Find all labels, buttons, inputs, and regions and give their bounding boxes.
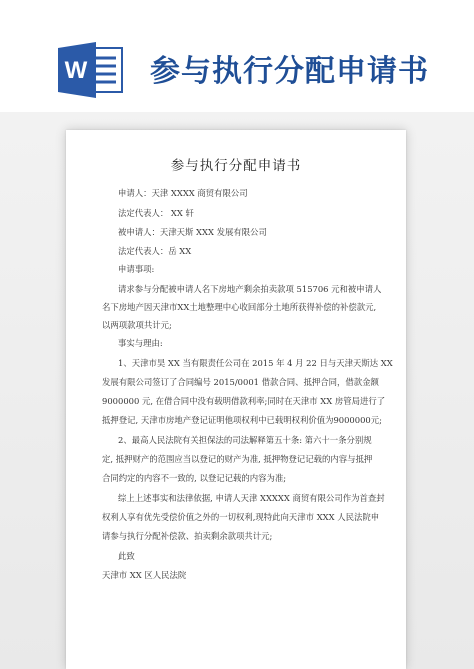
fact1-line: 发展有限公司签订了合同编号 2015/0001 借款合同、抵押合同，借款金额 (102, 377, 379, 387)
word-icon (58, 42, 124, 98)
banner (0, 0, 474, 120)
court-line: 天津市 XX 区人民法院 (102, 570, 187, 580)
respondent-line: 被申请人：天津天斯 XXX 发展有限公司 (118, 227, 267, 237)
conclusion-line: 综上上述事实和法律依据, 申请人天津 XXXXX 商贸有限公司作为首查封 (118, 493, 385, 503)
request-line: 请求参与分配被申请人名下房地产剩余拍卖款项 515706 元和被申请人 (118, 284, 382, 294)
request-heading: 申请事项: (118, 264, 155, 274)
applicant-line: 申请人：天津 XXXX 商贸有限公司 (118, 188, 248, 198)
fact2-line: 合同约定的内容不一致的, 以登记记载的内容为准; (102, 473, 287, 483)
applicant-rep-line: 法定代表人： XX 轩 (118, 208, 194, 218)
banner-title: 参与执行分配申请书 (150, 54, 429, 89)
fact2-line: 定, 抵押财产的范围应当以登记的财产为准, 抵押物登记记载的内容与抵押 (102, 454, 373, 464)
request-line: 以两项款项共计元; (102, 320, 172, 330)
fact1-line: 1、天津市昊 XX 当有限责任公司在 2015 年 4 月 22 日与天津天斯达 XX (118, 358, 393, 368)
fact1-line: 抵押登记, 天津市房地产登记证明他项权利中已载明权利价值为9000000元; (102, 415, 382, 425)
fact1-line: 9000000 元, 在借合同中没有载明借款利率;同时在天津市 XX 房管局进行了 (102, 396, 386, 406)
svg-text:W: W (64, 57, 88, 84)
document-page (66, 130, 406, 669)
document-title: 参与执行分配申请书 (170, 158, 302, 174)
request-line: 名下房地产因天津市XX土地整理中心收回部分土地所获得补偿的补偿款元, (102, 302, 377, 312)
conclusion-line: 请参与执行分配补偿款、拍卖剩余款项共计元; (102, 531, 273, 541)
facts-heading: 事实与理由: (118, 338, 163, 348)
fact2-line: 2、最高人民法院有关担保法的司法解释第五十条: 第六十一条分别规 (118, 435, 372, 445)
conclusion-line: 权利人享有优先受偿价值之外的一切权利,现特此向天津市 XXX 人民法院申 (102, 512, 380, 522)
respondent-rep-line: 法定代表人：岳 XX (118, 246, 192, 256)
closing-line: 此致 (118, 551, 135, 561)
